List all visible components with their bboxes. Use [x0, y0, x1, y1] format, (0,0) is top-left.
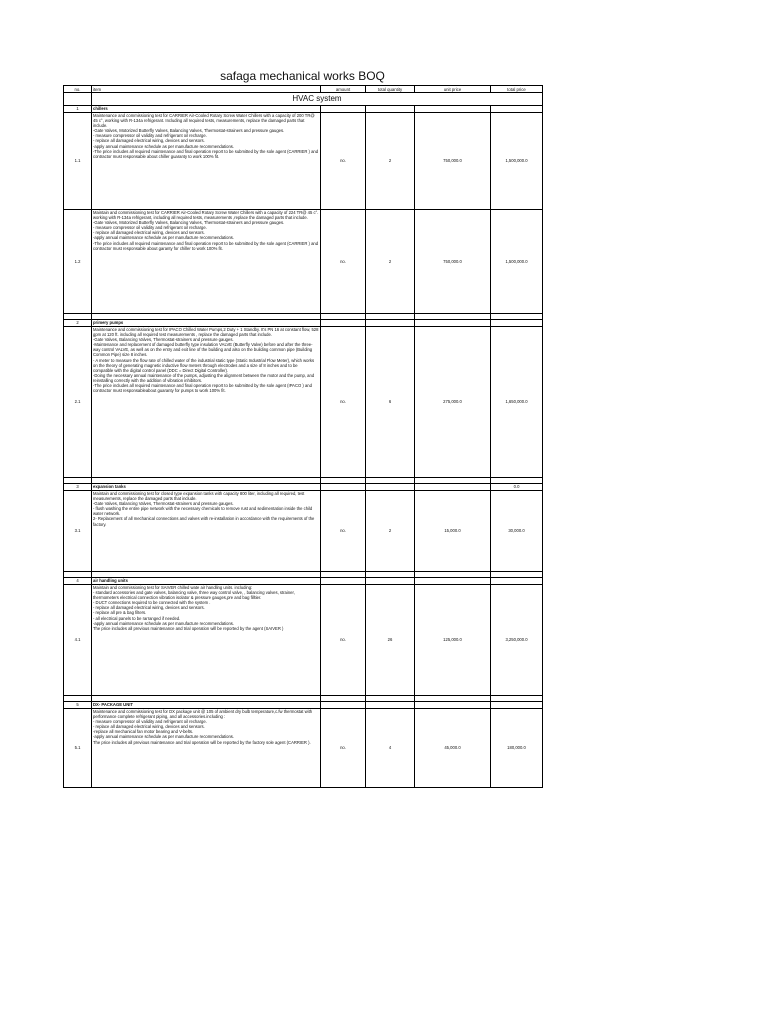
- item-unit-price: 275,000.0: [415, 327, 491, 478]
- item-amount: no.: [321, 709, 366, 788]
- section-quantity: [366, 578, 415, 585]
- section-total: [491, 106, 543, 113]
- item-unit-price: 750,000.0: [415, 113, 491, 210]
- item-description: [92, 210, 321, 314]
- item-unit-price: 750,000.0: [415, 210, 491, 314]
- section-total: 0.0: [491, 484, 543, 491]
- section-quantity: [366, 484, 415, 491]
- section-amount: [321, 578, 366, 585]
- item-total-price: 1,500,000.0: [491, 113, 543, 210]
- section-total: [491, 702, 543, 709]
- system-row: [64, 93, 543, 106]
- item-total-quantity: 2: [366, 113, 415, 210]
- section-unit-price: [415, 484, 491, 491]
- item-description: [92, 585, 321, 696]
- section-amount: [321, 484, 366, 491]
- item-total-price: 3,250,000.0: [491, 585, 543, 696]
- section-unit-price: [415, 578, 491, 585]
- item-total-price: 1,500,000.0: [491, 210, 543, 314]
- header-no: no.: [64, 86, 92, 93]
- section-title: chillers: [92, 106, 321, 113]
- item-unit-price: 125,000.0: [415, 585, 491, 696]
- item-description: [92, 709, 321, 788]
- item-description-text: Maintenance and commissioning test for IPACO Chilled Water Pumps,2 Duty + 1 Standby. It's PN 16 at constant flow, 528 gpm at 120 ft. including all required test measurements , replace the damaged parts that include. -Gate Valves, Balancing Valves, Thermostat-strainers and pressure gauges. -Maintenance and replacement of damaged butterfly type insulation VALVE (Butterfly Valve) before and after the three-way control VALVE, as well as on the entry and exit line of the building and also on the building common pipe (Building Common Pipe) size 8 inches. - A meter to measure the flow rate of chilled water of the industrial static type (Static Industrial Flow Meter), which works on the theory of generating magnetic inductive flow meters through electrodes and a size of 8 inches and to be compatible with the digital control panel (DDC = Direct Digital Controller). -Doing the necessary annual maintenance of the pumps, adjusting the alignment between the motor and the pump, and reinstalling correctly with the addition of vibration inhibitors. -The price includes all required maintenance and final operation report to be submitted by the sole agent (IPACO ) and contractor must responsableabout guaranty for pumps to work 100% fit.: [93, 327, 319, 394]
- section-total: [491, 578, 543, 585]
- item-amount: no.: [321, 585, 366, 696]
- section-number: 3: [64, 484, 92, 491]
- item-number: 3.1: [64, 491, 92, 572]
- item-row: [64, 210, 543, 314]
- system-title: HVAC system: [92, 93, 543, 106]
- document-title: safaga mechanical works BOQ: [220, 69, 385, 83]
- item-total-quantity: 26: [366, 585, 415, 696]
- section-row: [64, 106, 543, 113]
- item-total-price: 180,000.0: [491, 709, 543, 788]
- item-description-text: Maintain and commissioning test for CARRIER Air-Cooled Rotary Screw Water Chillers with a capacity of 224 TR@ 45 c°. working with R-134a refrigerant, including all required tests, measurements ,replace the damaged parts that include. -Gate Valves, Motorized Butterfly Valves, Balancing Valves, Thermostat-strainers and pressure gauges. - measure compressor oil validity and refrigerant oil recharge. - replace all damaged electrical wiring, devices and sensors. -apply annual maintenance schedule as per manufacture recommendations. -The price includes all required maintenance and final operation report to be submitted by the sole agent (CARRIER ) and contractor must responsable about garanty for chiller to work 100% fit.: [93, 210, 319, 251]
- header-item: item: [92, 86, 321, 93]
- item-unit-price: 15,000.0: [415, 491, 491, 572]
- item-unit-price: 45,000.0: [415, 709, 491, 788]
- item-description: [92, 327, 321, 478]
- section-row: [64, 484, 543, 491]
- item-description-text: Maintain and commissioning test for SAIVER chilled wate air handling units. including: - standard accessories and gate valves, balancing valve, three way control valve, , balancing valves, strainer, thermometers electrical connection vibration isolator & pressure gauges,pre and bag filltier. - DUCT connections required to be connected with the system . - replace all damaged electrical wiring, devices and sensors. - replace all pre & bag filters. - all electrical panels to be rarranged if needed. -apply annual maintenance schedule as per manufacture recommendations. The price includes all previous maintenance and trial operation will be reported by the agent (SAIVER ): [93, 585, 295, 631]
- item-number: 1.1: [64, 113, 92, 210]
- section-number: 1: [64, 106, 92, 113]
- section-title: primery pumps: [92, 320, 321, 327]
- section-unit-price: [415, 702, 491, 709]
- header-total-price: total price: [491, 86, 543, 93]
- section-row: [64, 702, 543, 709]
- item-amount: no.: [321, 113, 366, 210]
- item-total-quantity: 4: [366, 709, 415, 788]
- item-number: 4.1: [64, 585, 92, 696]
- item-amount: no.: [321, 491, 366, 572]
- item-total-price: 1,650,000.0: [491, 327, 543, 478]
- header-unit-price: unit price: [415, 86, 491, 93]
- section-quantity: [366, 320, 415, 327]
- section-title: air handling units: [92, 578, 321, 585]
- item-description-text: Maintenance and commissioning test for CARRIER Air-Cooled Rotary Screw Water Chillers with a capacity of 200 TR@ 45 c°, working with R-134a refrigerant. Including all required tests, measurements, replace the damaged parts that include. -Gate Valves, Motorized Butterfly Valves, Balancing Valves, Thermostat-strainers and pressure gauges. - measure compressor oil validity and refrigerant oil recharge. - replace all damaged electrical wiring, devices and sensors. -apply annual maintenance schedule as per manufacture recommendations. -The price includes all required maintenance and final operation report to be submitted by the sole agent (CARRIER ) and contractor must responsable about chiller guaranty to work 100% fit.: [93, 113, 319, 159]
- section-title: DX- PACKAGE UNIT: [92, 702, 321, 709]
- header-row: [64, 86, 543, 93]
- section-total: [491, 320, 543, 327]
- system-cell-no: [64, 93, 92, 106]
- section-row: [64, 578, 543, 585]
- item-description: [92, 491, 321, 572]
- item-total-quantity: 2: [366, 491, 415, 572]
- item-description-text: Maintain and commissioning test for closed type expansion tanks with capacity 800 liter, including all required, test measurements, replace the damaged parts that include. -Gate Valves, Balancing Valves, Thermostat-strainers and pressure gauges. - flush washing the entire pipe network with the necessary chemicals to remove rust and sedimentation inside the child water network. 2- Replacement of all mechanical connections and valves with re-installation in accordance with the requirements of the factory.: [93, 491, 315, 527]
- section-number: 5: [64, 702, 92, 709]
- section-amount: [321, 702, 366, 709]
- item-total-quantity: 6: [366, 327, 415, 478]
- section-title: expansion tanks: [92, 484, 321, 491]
- section-quantity: [366, 702, 415, 709]
- section-amount: [321, 106, 366, 113]
- section-unit-price: [415, 320, 491, 327]
- item-description-text: Maintenance and commissioning test for DX package unit @ 105 of ambient dry bulb temperature,c.fw thermostat with performance complete refrigerant piping, and all accessories.including : - measure compressor oil validity and refrigerant oil recharge. - replace all damaged electrical wiring, devices and sensors. -replace all mechanical fan motor bearing and V-belts. -apply annual maintenance schedule as per manufacture recommendations. The price includes all previous maintenance and trial operation will be reported by the factory sole agent (CARRIER ).: [93, 709, 313, 745]
- item-amount: no.: [321, 210, 366, 314]
- boq-table: [63, 85, 543, 788]
- item-number: 2.1: [64, 327, 92, 478]
- section-number: 4: [64, 578, 92, 585]
- item-row: [64, 327, 543, 478]
- item-row: [64, 491, 543, 572]
- section-number: 2: [64, 320, 92, 327]
- item-description: [92, 113, 321, 210]
- item-total-price: 30,000.0: [491, 491, 543, 572]
- header-amount: amount: [321, 86, 366, 93]
- header-total-quantity: total quantity: [366, 86, 415, 93]
- item-amount: no.: [321, 327, 366, 478]
- section-amount: [321, 320, 366, 327]
- item-total-quantity: 2: [366, 210, 415, 314]
- item-number: 5.1: [64, 709, 92, 788]
- item-row: [64, 585, 543, 696]
- item-number: 1.2: [64, 210, 92, 314]
- item-row: [64, 113, 543, 210]
- item-row: [64, 709, 543, 788]
- section-row: [64, 320, 543, 327]
- section-quantity: [366, 106, 415, 113]
- section-unit-price: [415, 106, 491, 113]
